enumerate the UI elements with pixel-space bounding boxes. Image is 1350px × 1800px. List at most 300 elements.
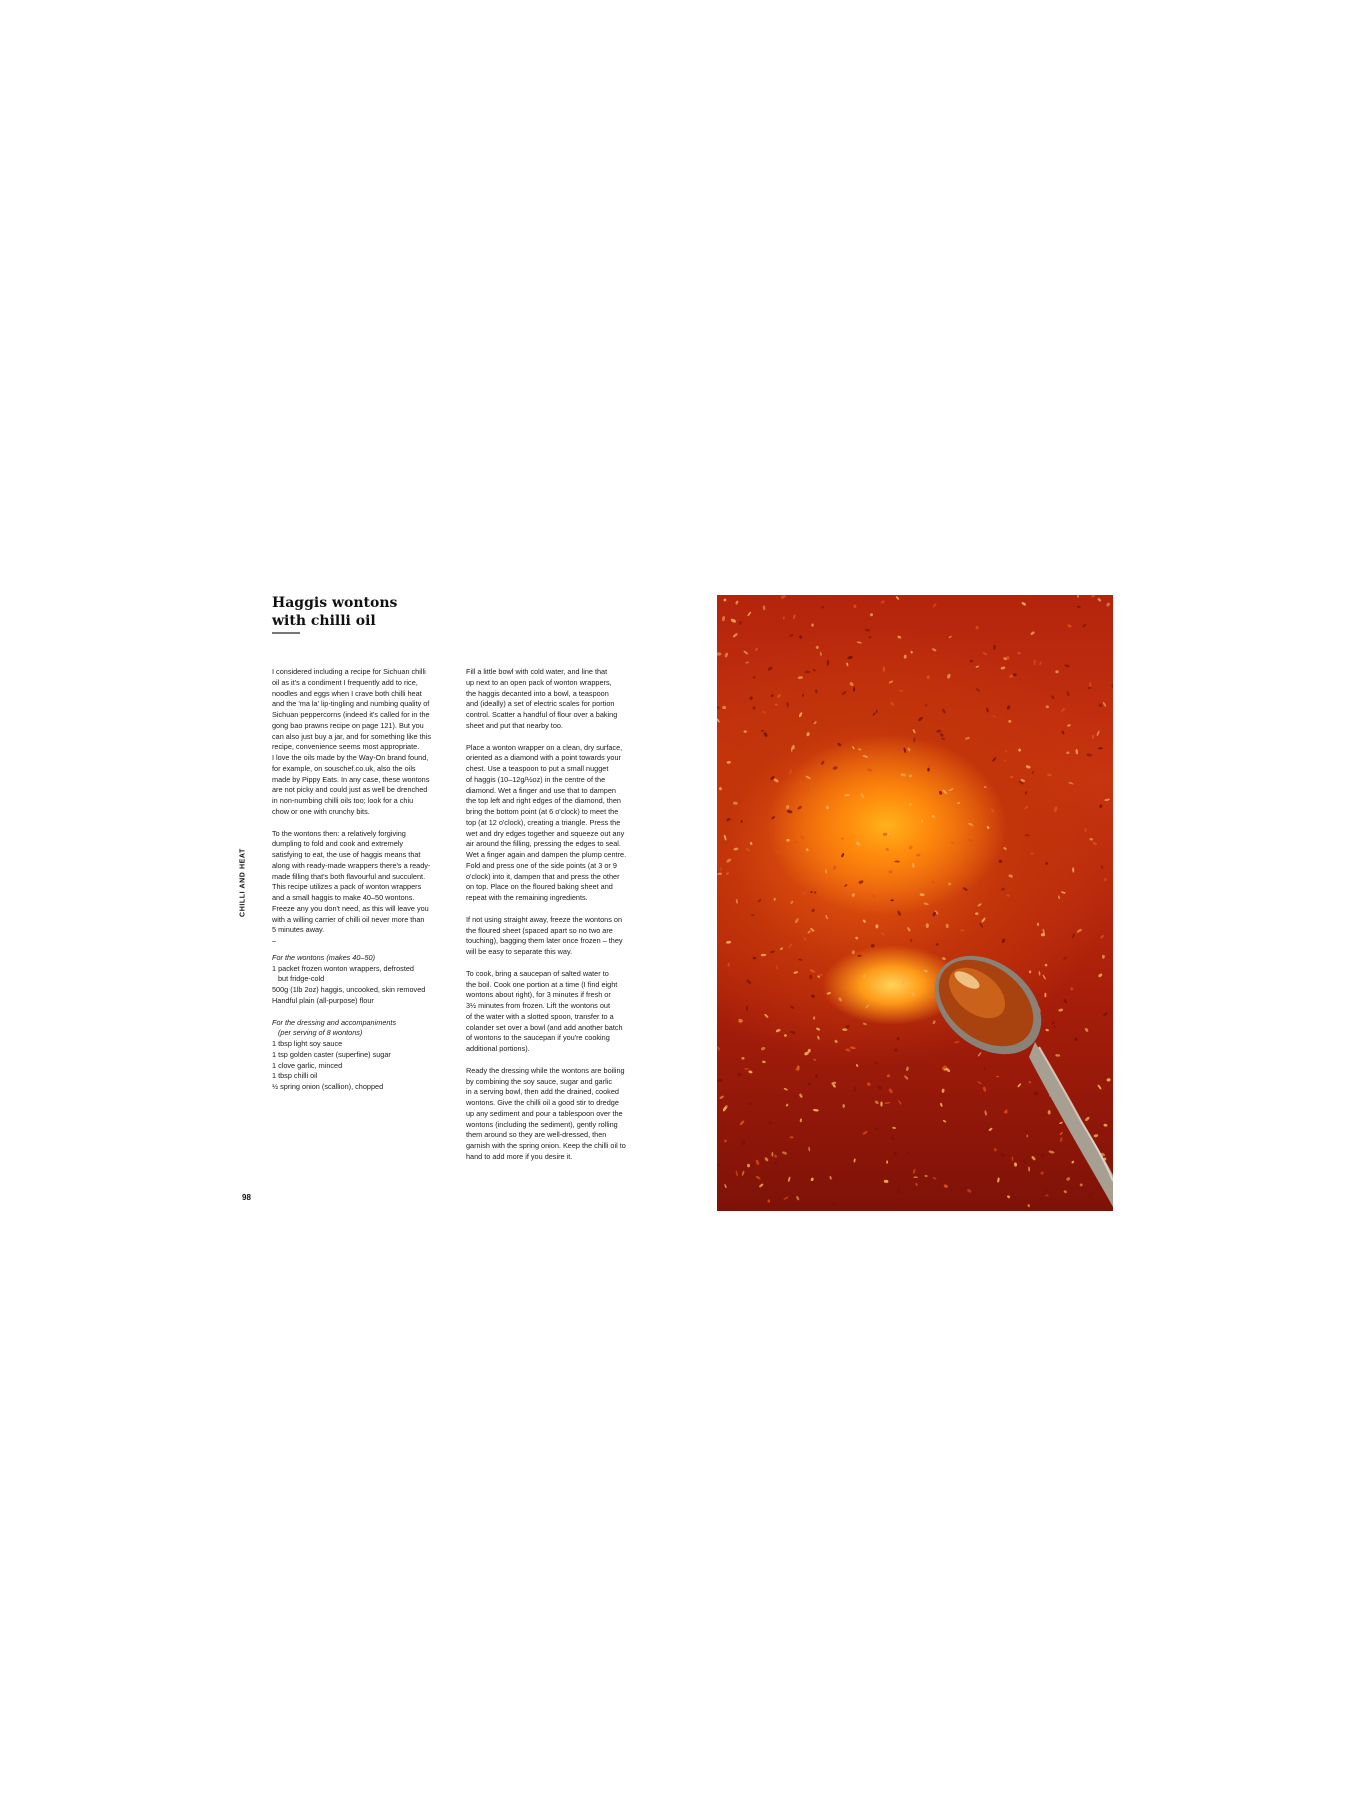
sesame-seed <box>951 841 955 843</box>
sesame-seed <box>871 944 875 948</box>
sesame-seed <box>1100 865 1104 869</box>
sesame-seed <box>1044 963 1048 967</box>
sesame-seed <box>1045 862 1049 866</box>
sesame-seed <box>1089 682 1092 687</box>
sesame-seed <box>771 816 776 820</box>
sesame-seed <box>1059 1121 1063 1124</box>
sesame-seed <box>909 774 913 778</box>
sesame-seed <box>880 1101 882 1106</box>
intro-column <box>272 667 452 1104</box>
sesame-seed <box>960 929 965 932</box>
sesame-seed <box>1073 1037 1078 1042</box>
section-tab-label: CHILLI AND HEAT <box>239 848 247 917</box>
sesame-seed <box>741 1057 744 1060</box>
sesame-seed <box>896 1037 900 1041</box>
sesame-seed <box>1008 874 1013 878</box>
sesame-seed <box>1088 687 1092 689</box>
sesame-seed <box>719 1095 724 1099</box>
sesame-seed <box>748 1070 753 1074</box>
sesame-seed <box>1103 1123 1107 1126</box>
sesame-seed <box>773 1154 777 1158</box>
recipe-title <box>272 594 472 630</box>
sesame-seed <box>803 937 807 941</box>
sesame-seed <box>888 680 893 684</box>
sesame-seed <box>1051 1021 1055 1025</box>
sesame-seed <box>794 918 799 924</box>
sesame-seed <box>942 789 947 795</box>
sesame-seed <box>880 600 885 604</box>
sesame-seed <box>717 1164 720 1167</box>
sesame-seed <box>1053 806 1058 812</box>
sesame-seed <box>862 919 866 923</box>
sesame-seed <box>1099 804 1103 809</box>
sesame-seed <box>774 703 778 706</box>
sesame-seed <box>888 903 894 908</box>
sesame-seed <box>1025 834 1030 837</box>
sesame-seed <box>946 673 951 679</box>
sesame-seed <box>941 1088 945 1093</box>
sesame-seed <box>799 835 804 841</box>
sesame-seed <box>1040 1153 1045 1157</box>
sesame-seed <box>932 1020 936 1025</box>
recipe-page <box>230 580 710 1220</box>
sesame-seed <box>829 1176 832 1180</box>
sesame-seed <box>826 992 831 995</box>
sesame-seed <box>806 732 810 737</box>
sesame-seed <box>1025 1130 1028 1134</box>
sesame-seed <box>986 707 989 712</box>
sesame-seed <box>913 737 916 742</box>
sesame-seed <box>884 1102 890 1104</box>
sesame-seed <box>1068 782 1074 785</box>
method-paragraph: Place a wonton wrapper on a clean, dry surface, oriented as a diamond with a point towards your chest. Use a teaspoon to put a small nugget of haggis (10–12g/½oz) in the centre of the diamond. Wet a finger and use that to dampen the top left and right edges of the diamond, then bring the bottom point (at 6 o'clock) to meet the top (at 12 o'clock), creating a triangle. Press the wet and dry edges together and squeeze out any air around the filling, pressing the edges to seal. Wet a finger again and dampen the plump centre. Fold and press one of the side points (at 3 or 9 o'clock) into it, dampen that and press the other on top. Place on the floured baking sheet and repeat with the remaining ingredients. <box>466 742 627 902</box>
ingredient-item: 1 packet frozen wonton wrappers, defrosted <box>272 963 414 973</box>
sesame-seed <box>1028 1080 1032 1083</box>
sesame-seed <box>1097 597 1102 602</box>
sesame-seed <box>779 947 783 951</box>
sesame-seed <box>1086 753 1092 757</box>
sesame-seed <box>770 694 774 697</box>
sesame-seed <box>863 908 867 912</box>
sesame-seed <box>1106 602 1111 607</box>
sesame-seed <box>1043 1187 1049 1193</box>
sesame-seed <box>1070 987 1074 991</box>
sesame-seed <box>932 648 937 652</box>
sesame-seed <box>1030 631 1035 636</box>
sesame-seed <box>775 850 779 853</box>
dressing-subheading: (per serving of 8 wontons) <box>278 1028 363 1038</box>
sesame-seed <box>1003 847 1007 851</box>
sesame-seed <box>825 869 827 874</box>
sesame-seed <box>1004 750 1007 753</box>
sesame-seed <box>876 710 878 713</box>
sesame-seed <box>894 860 900 863</box>
sesame-seed <box>1102 955 1105 959</box>
sesame-seed <box>832 766 838 771</box>
sesame-seed <box>926 923 929 928</box>
sesame-seed <box>749 696 754 701</box>
sesame-seed <box>776 693 782 698</box>
sesame-seed <box>1042 974 1046 980</box>
sesame-seed <box>841 837 845 839</box>
sesame-seed <box>969 659 973 663</box>
dressing-heading: For the dressing and accompaniments <box>272 1017 397 1027</box>
sesame-seed <box>890 701 895 706</box>
sesame-seed <box>789 634 794 638</box>
sesame-seed <box>722 616 726 622</box>
sesame-seed <box>850 1046 856 1050</box>
sesame-seed <box>993 645 995 650</box>
ingredient-item: 1 tbsp chilli oil <box>272 1071 318 1081</box>
sesame-seed <box>1024 805 1029 810</box>
sesame-seed <box>886 1160 888 1163</box>
sesame-seed <box>790 1005 795 1009</box>
sesame-seed <box>815 1074 818 1078</box>
sesame-seed <box>924 1175 927 1178</box>
sesame-seed <box>767 666 773 672</box>
sesame-seed <box>908 802 912 806</box>
sesame-seed <box>1033 659 1036 665</box>
sesame-seed <box>812 668 816 672</box>
sesame-seed <box>997 1177 1000 1183</box>
sesame-seed <box>774 898 776 901</box>
sesame-seed <box>982 1086 986 1092</box>
sesame-seed <box>907 747 911 752</box>
sesame-seed <box>984 1110 987 1116</box>
sesame-seed <box>1038 971 1040 976</box>
sesame-seed <box>1066 691 1070 697</box>
spoon <box>916 936 1113 1207</box>
sesame-seed <box>735 600 739 605</box>
sesame-seed <box>1027 1204 1030 1208</box>
sesame-seed <box>1008 720 1011 723</box>
sesame-seed <box>1013 673 1017 676</box>
sesame-seed <box>860 793 865 799</box>
sesame-seed <box>741 1140 745 1145</box>
sesame-seed <box>924 969 928 972</box>
sesame-seed <box>1026 1135 1028 1138</box>
wontons-ingredient-list <box>272 953 452 1007</box>
sesame-seed <box>895 596 899 601</box>
sesame-seed <box>897 1188 899 1194</box>
sesame-seed <box>733 801 738 805</box>
sesame-seed <box>903 747 906 753</box>
method-paragraph: Ready the dressing while the wontons are boiling by combining the soy sauce, sugar and garlic in a serving bowl, then add the drained, cooked wontons. Give the chilli oil a good stir to dredge up any sediment and pour a tablespoon over the wontons (including the sediment), gently rolling them around so they are well-dressed, then garnish with the spring onion. Keep the chilli oil to hand to add more if you desire it. <box>466 1065 626 1161</box>
sesame-seed <box>862 1022 867 1026</box>
sesame-seed <box>788 943 793 949</box>
sesame-seed <box>761 954 767 957</box>
sesame-seed <box>786 839 790 842</box>
sesame-seed <box>745 847 751 852</box>
sesame-seed <box>900 773 906 777</box>
sesame-seed <box>906 1066 910 1071</box>
sesame-seed <box>786 809 792 813</box>
sesame-seed <box>936 729 942 733</box>
sesame-seed <box>807 788 810 791</box>
sesame-seed <box>983 1067 985 1071</box>
sesame-seed <box>992 714 996 718</box>
recipe-title-line-2: with chilli oil <box>272 613 376 629</box>
sesame-seed <box>1045 705 1049 708</box>
sesame-seed <box>883 833 888 836</box>
sesame-seed <box>941 738 945 740</box>
sesame-seed <box>723 834 727 840</box>
sesame-seed <box>754 647 758 651</box>
sesame-seed <box>906 1152 910 1154</box>
sesame-seed <box>744 730 747 733</box>
sesame-seed <box>884 1180 889 1183</box>
sesame-seed <box>809 968 815 973</box>
section-tab <box>232 848 247 922</box>
sesame-seed <box>1084 1027 1089 1032</box>
sesame-seed <box>717 652 721 655</box>
sesame-seed <box>993 1148 997 1152</box>
sesame-seed <box>1061 730 1065 734</box>
sesame-seed <box>779 1201 783 1206</box>
sesame-seed <box>1010 776 1014 779</box>
sesame-seed <box>790 900 794 904</box>
sesame-seed <box>999 860 1003 863</box>
sesame-seed <box>988 1127 993 1131</box>
sesame-seed <box>831 1081 836 1085</box>
sesame-seed <box>1067 624 1072 628</box>
sesame-seed <box>1103 1011 1108 1017</box>
sesame-seed <box>853 1158 856 1162</box>
method-paragraph: If not using straight away, freeze the wontons on the floured sheet (spaced apart so no two are touching), bagging them later once frozen – they will be easy to separate this way. <box>466 914 623 956</box>
sesame-seed <box>776 965 778 970</box>
sesame-seed <box>1066 1177 1071 1182</box>
sesame-seed <box>817 1035 820 1040</box>
sesame-seed <box>872 893 876 898</box>
sesame-seed <box>1039 661 1042 665</box>
sesame-seed <box>1084 1116 1090 1122</box>
sesame-seed <box>1104 878 1108 882</box>
sesame-seed <box>783 616 785 619</box>
sesame-seed <box>893 1151 898 1156</box>
sesame-seed <box>1014 1162 1018 1167</box>
sesame-seed <box>965 737 971 740</box>
sesame-seed <box>738 620 742 625</box>
sesame-seed <box>810 1177 814 1181</box>
sesame-seed <box>877 1085 882 1090</box>
sesame-seed <box>841 853 845 858</box>
separator-dash: – <box>272 936 277 945</box>
sesame-seed <box>799 779 803 785</box>
sesame-seed <box>874 1060 879 1064</box>
sesame-seed <box>897 635 902 639</box>
sesame-seed <box>747 1164 750 1168</box>
sesame-seed <box>886 1074 890 1078</box>
sesame-seed <box>760 1046 765 1051</box>
sesame-seed <box>1064 664 1070 668</box>
sesame-seed <box>910 939 913 943</box>
sesame-seed <box>802 694 805 697</box>
sesame-seed <box>783 1087 788 1090</box>
sesame-seed <box>919 893 924 897</box>
sesame-seed <box>782 1151 788 1155</box>
sesame-seed <box>789 1136 793 1138</box>
sesame-seed <box>1040 1171 1045 1175</box>
sesame-seed <box>869 613 873 617</box>
sesame-seed <box>752 956 756 959</box>
sesame-seed <box>780 595 786 599</box>
sesame-seed <box>996 1076 999 1078</box>
sesame-seed <box>957 802 960 805</box>
sesame-seed <box>885 847 889 851</box>
sesame-seed <box>932 815 935 818</box>
sesame-seed <box>796 1195 800 1200</box>
chilli-oil-photo <box>717 595 1113 1211</box>
sesame-seed <box>722 706 726 709</box>
sesame-seed <box>865 1004 870 1009</box>
sesame-seed <box>717 718 720 723</box>
sesame-seed <box>814 891 817 894</box>
sesame-seed <box>746 1005 748 1011</box>
sesame-seed <box>1058 895 1060 899</box>
sesame-seed <box>942 957 947 961</box>
method-column <box>466 667 648 1174</box>
sesame-seed <box>821 606 825 609</box>
sesame-seed <box>853 1086 857 1092</box>
sesame-seed <box>743 650 749 655</box>
sesame-seed <box>977 1052 982 1057</box>
sesame-seed <box>941 708 946 714</box>
intro-paragraph: I considered including a recipe for Sichuan chilli oil as it's a condiment I frequently add to rice, noodles and eggs when I crave both chilli heat and the 'ma la' lip-tingling and numbing quality of Sichuan peppercorns (indeed it's called for in the gong bao prawns recipe on page 121). But you can also just buy a jar, and for something like this recipe, convenience seems most appropriate. I love the oils made by the Way-On brand found, for example, on souschef.co.uk, also the oils made by Pippy Eats. In any case, these wontons are not picky and could just as well be drenched in non-numbing chilli oils too; look for a chiu chow or one with crunchy bits. <box>272 667 431 816</box>
sesame-seed <box>935 943 939 947</box>
recipe-title-line-1: Haggis wontons <box>272 595 398 611</box>
sesame-seed <box>750 842 753 846</box>
sesame-seed <box>975 912 979 915</box>
sesame-seed <box>767 1199 770 1202</box>
sesame-seed <box>1017 1083 1022 1088</box>
sesame-seed <box>899 689 904 692</box>
sesame-seed <box>783 1034 787 1038</box>
sesame-seed <box>940 1102 943 1107</box>
sesame-seed <box>855 1064 858 1068</box>
sesame-seed <box>798 676 803 679</box>
sesame-seed <box>739 1120 745 1126</box>
sesame-seed <box>862 1130 868 1135</box>
sesame-seed <box>1061 891 1066 894</box>
sesame-seed <box>979 922 984 928</box>
sesame-seed <box>1009 674 1013 678</box>
sesame-seed <box>747 611 752 617</box>
sesame-seed <box>763 605 766 610</box>
sesame-seed <box>1021 601 1027 606</box>
sesame-seed <box>1000 1152 1005 1157</box>
ingredient-item: 1 tsp golden caster (superfine) sugar <box>272 1049 391 1059</box>
sesame-seed <box>768 1120 772 1125</box>
sesame-seed <box>727 963 730 967</box>
sesame-seed <box>910 651 913 654</box>
sesame-seed <box>794 841 799 844</box>
sesame-seed <box>906 927 911 933</box>
sesame-seed <box>932 602 937 608</box>
sesame-seed <box>799 1118 802 1122</box>
sesame-seed <box>912 1169 916 1174</box>
sesame-seed <box>948 635 952 638</box>
sesame-seed <box>798 712 803 718</box>
sesame-seed <box>1055 670 1059 673</box>
sesame-seed <box>1071 933 1075 939</box>
sesame-seed <box>783 1196 789 1201</box>
sesame-seed <box>889 870 893 873</box>
sesame-seed <box>1093 1134 1098 1138</box>
sesame-seed <box>746 979 752 984</box>
sesame-seed <box>740 820 742 823</box>
sesame-seed <box>1098 703 1102 707</box>
sesame-seed <box>986 826 989 830</box>
sesame-seed <box>897 910 902 916</box>
sesame-seed <box>759 1183 764 1188</box>
sesame-seed <box>1006 894 1010 897</box>
sesame-seed <box>1024 791 1027 795</box>
sesame-seed <box>1098 747 1103 749</box>
method-paragraph: Fill a little bowl with cold water, and line that up next to an open pack of wonton wrappers, the haggis decanted into a bowl, a teaspoon and (ideally) a set of electric scales for portion control. Scatter a handful of flour over a baking sheet and put that nearby too. <box>466 667 618 730</box>
sesame-seed <box>1006 1195 1010 1199</box>
sesame-seed <box>857 955 861 957</box>
sesame-seed <box>775 1028 781 1032</box>
sesame-seed <box>717 705 720 709</box>
sesame-seed <box>1051 695 1055 700</box>
sesame-seed <box>838 997 843 1002</box>
sesame-seed <box>773 778 779 783</box>
sesame-seed <box>764 1157 769 1162</box>
sesame-seed <box>826 806 829 810</box>
sesame-seed <box>798 958 803 961</box>
sesame-seed <box>1045 1028 1049 1031</box>
sesame-seed <box>811 623 814 626</box>
sesame-seed <box>868 636 872 639</box>
sesame-seed <box>727 761 732 764</box>
sesame-seed <box>888 1088 894 1094</box>
sesame-seed <box>927 675 930 679</box>
sesame-seed <box>915 1183 918 1187</box>
sesame-seed <box>726 940 731 944</box>
sesame-seed <box>916 853 921 856</box>
sesame-seed <box>792 614 796 619</box>
sesame-seed <box>737 1073 742 1077</box>
sesame-seed <box>874 1100 879 1105</box>
sesame-seed <box>1001 887 1005 891</box>
sesame-seed <box>725 871 730 876</box>
sesame-seed <box>904 655 907 659</box>
sesame-seed <box>1072 867 1075 873</box>
sesame-seed <box>1054 1025 1056 1028</box>
sesame-seed <box>837 742 842 747</box>
sesame-seed <box>1092 735 1094 739</box>
sesame-seed <box>892 1127 896 1130</box>
wontons-heading: For the wontons (makes 40–50) <box>272 952 376 962</box>
sesame-seed <box>752 676 756 680</box>
sesame-seed <box>1092 841 1097 845</box>
title-divider <box>272 632 300 634</box>
sesame-seed <box>1096 730 1100 736</box>
sesame-seed <box>1025 765 1031 769</box>
sesame-seed <box>931 880 935 884</box>
sesame-seed <box>901 979 905 984</box>
sesame-seed <box>724 1184 727 1189</box>
sesame-seed <box>948 788 953 792</box>
sesame-seed <box>851 950 855 954</box>
sesame-seed <box>763 731 769 737</box>
dressing-ingredient-list <box>272 1018 452 1093</box>
sesame-seed <box>943 1119 947 1123</box>
sesame-seed <box>938 790 942 795</box>
sesame-seed <box>751 914 755 916</box>
sesame-seed <box>975 665 979 668</box>
sesame-seed <box>975 688 980 692</box>
